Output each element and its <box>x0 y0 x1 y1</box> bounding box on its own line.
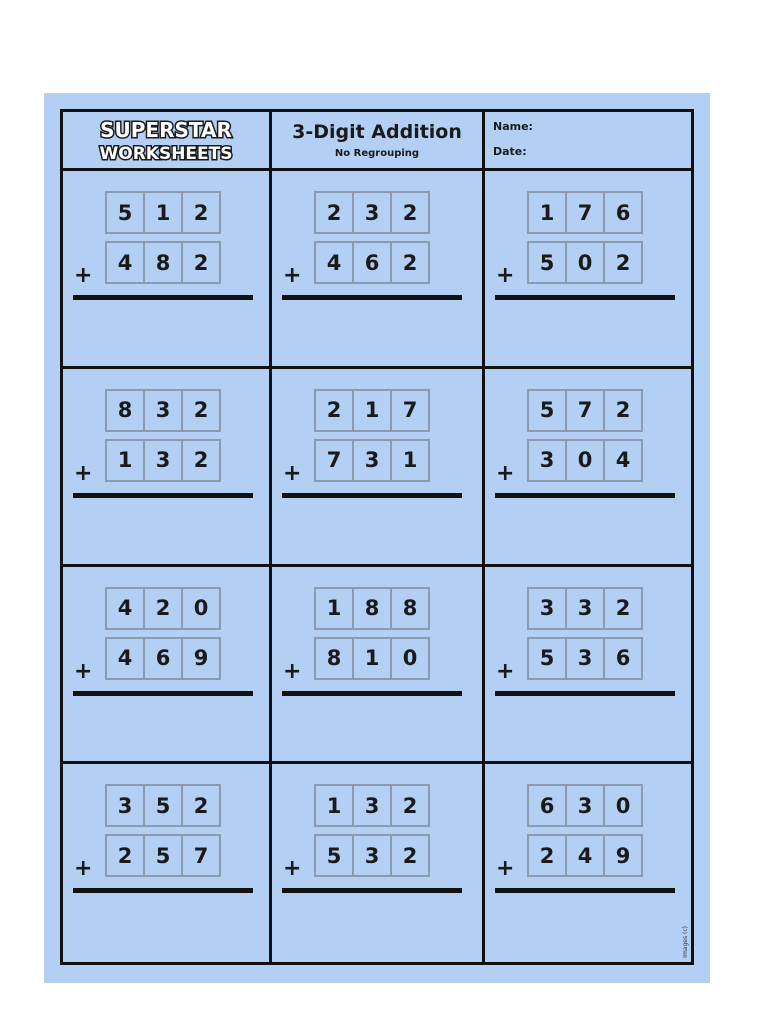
bottom-number-boxes <box>314 439 430 482</box>
digit-box: 3 <box>567 786 603 825</box>
worksheet-subtitle: No Regrouping <box>334 148 420 159</box>
top-number-boxes <box>105 784 221 827</box>
problem-cell <box>272 764 485 962</box>
digit-box: 3 <box>354 836 390 875</box>
plus-sign: + <box>283 460 302 486</box>
addition-problem <box>272 369 482 564</box>
bottom-number-boxes <box>527 439 643 482</box>
bottom-number-boxes <box>314 637 430 680</box>
digit-box: 5 <box>529 639 565 678</box>
answer-line <box>73 691 253 696</box>
digit-box: 3 <box>145 441 181 480</box>
answer-line <box>282 295 462 300</box>
digit-box: 3 <box>529 589 565 628</box>
digit-box: 5 <box>145 786 181 825</box>
digit-box: 0 <box>605 786 641 825</box>
logo-cell <box>63 112 272 171</box>
digit-box: 1 <box>354 391 390 430</box>
worksheet-grid <box>60 109 694 965</box>
digit-box: 2 <box>392 243 428 282</box>
problem-cell <box>272 171 485 369</box>
digit-box: 8 <box>107 391 143 430</box>
digit-box: 2 <box>183 243 219 282</box>
digit-box: 5 <box>145 836 181 875</box>
problem-cell <box>63 567 272 765</box>
plus-sign: + <box>74 658 93 684</box>
digit-box: 4 <box>107 589 143 628</box>
bottom-number-boxes <box>527 241 643 284</box>
bottom-number-boxes <box>105 834 221 877</box>
addition-problem <box>63 171 269 366</box>
digit-box: 8 <box>316 639 352 678</box>
top-number-boxes <box>527 587 643 630</box>
digit-box: 5 <box>107 193 143 232</box>
digit-box: 6 <box>605 639 641 678</box>
addition-problem <box>63 369 269 564</box>
problem-cell <box>63 369 272 567</box>
name-date-cell <box>485 112 691 171</box>
bottom-number-boxes <box>314 241 430 284</box>
bottom-number-boxes <box>314 834 430 877</box>
digit-box: 6 <box>354 243 390 282</box>
answer-line <box>495 295 675 300</box>
addition-problem <box>485 171 691 366</box>
title-cell <box>272 112 485 171</box>
logo-line1: SUPERSTAR <box>100 118 232 142</box>
digit-box: 5 <box>316 836 352 875</box>
addition-problem <box>272 171 482 366</box>
plus-sign: + <box>74 263 93 288</box>
addition-problem <box>485 369 691 564</box>
top-number-boxes <box>314 587 430 630</box>
digit-box: 2 <box>392 193 428 232</box>
worksheet-title: 3-Digit Addition <box>292 121 462 143</box>
top-number-boxes <box>527 191 643 234</box>
plus-sign: + <box>283 856 302 882</box>
digit-box: 7 <box>316 441 352 480</box>
digit-box: 3 <box>145 391 181 430</box>
digit-box: 8 <box>354 589 390 628</box>
digit-box: 1 <box>107 441 143 480</box>
digit-box: 7 <box>567 193 603 232</box>
digit-box: 2 <box>392 786 428 825</box>
digit-box: 1 <box>316 786 352 825</box>
digit-box: 9 <box>183 639 219 678</box>
top-number-boxes <box>105 191 221 234</box>
digit-box: 0 <box>183 589 219 628</box>
answer-line <box>282 888 462 893</box>
digit-box: 4 <box>567 836 603 875</box>
name-field-label: Name: <box>493 120 533 133</box>
digit-box: 2 <box>392 836 428 875</box>
digit-box: 3 <box>354 441 390 480</box>
digit-box: 1 <box>392 441 428 480</box>
digit-box: 6 <box>529 786 565 825</box>
digit-box: 2 <box>183 441 219 480</box>
addition-problem <box>63 567 269 762</box>
digit-box: 3 <box>529 441 565 480</box>
answer-line <box>495 888 675 893</box>
bottom-number-boxes <box>105 241 221 284</box>
digit-box: 6 <box>605 193 641 232</box>
logo-line2: WORKSHEETS <box>99 144 233 164</box>
plus-sign: + <box>74 460 93 486</box>
digit-box: 2 <box>605 391 641 430</box>
answer-line <box>73 295 253 300</box>
top-number-boxes <box>105 587 221 630</box>
addition-problem <box>272 567 482 762</box>
digit-box: 0 <box>567 441 603 480</box>
digit-box: 7 <box>567 391 603 430</box>
digit-box: 2 <box>316 193 352 232</box>
addition-problem <box>485 567 691 762</box>
digit-box: 3 <box>107 786 143 825</box>
top-number-boxes <box>314 389 430 432</box>
digit-box: 2 <box>107 836 143 875</box>
digit-box: 5 <box>529 243 565 282</box>
digit-box: 4 <box>605 441 641 480</box>
plus-sign: + <box>496 460 515 486</box>
digit-box: 0 <box>392 639 428 678</box>
superstar-worksheets-logo <box>81 115 251 165</box>
plus-sign: + <box>74 856 93 882</box>
digit-box: 2 <box>183 193 219 232</box>
digit-box: 4 <box>107 639 143 678</box>
problem-cell <box>63 171 272 369</box>
addition-problem <box>272 764 482 962</box>
digit-box: 1 <box>145 193 181 232</box>
problem-cell <box>485 369 691 567</box>
digit-box: 8 <box>392 589 428 628</box>
digit-box: 3 <box>354 193 390 232</box>
top-number-boxes <box>105 389 221 432</box>
digit-box: 2 <box>605 243 641 282</box>
top-number-boxes <box>527 389 643 432</box>
image-credit: Images (c) <box>682 926 689 958</box>
digit-box: 5 <box>529 391 565 430</box>
bottom-number-boxes <box>527 637 643 680</box>
top-number-boxes <box>314 191 430 234</box>
plus-sign: + <box>283 658 302 684</box>
digit-box: 8 <box>145 243 181 282</box>
answer-line <box>73 888 253 893</box>
digit-box: 2 <box>183 391 219 430</box>
addition-problem <box>485 764 691 962</box>
digit-box: 4 <box>107 243 143 282</box>
plus-sign: + <box>496 856 515 882</box>
digit-box: 1 <box>354 639 390 678</box>
digit-box: 2 <box>605 589 641 628</box>
digit-box: 2 <box>183 786 219 825</box>
digit-box: 7 <box>392 391 428 430</box>
plus-sign: + <box>496 658 515 684</box>
bottom-number-boxes <box>105 439 221 482</box>
answer-line <box>282 493 462 498</box>
problem-cell <box>272 567 485 765</box>
answer-line <box>495 493 675 498</box>
answer-line <box>73 493 253 498</box>
addition-problem <box>63 764 269 962</box>
worksheet <box>44 93 710 983</box>
digit-box: 2 <box>529 836 565 875</box>
problem-cell <box>485 567 691 765</box>
digit-box: 9 <box>605 836 641 875</box>
digit-box: 2 <box>145 589 181 628</box>
digit-box: 1 <box>316 589 352 628</box>
plus-sign: + <box>496 263 515 288</box>
digit-box: 2 <box>316 391 352 430</box>
digit-box: 6 <box>145 639 181 678</box>
problem-cell <box>63 764 272 962</box>
plus-sign: + <box>283 263 302 288</box>
digit-box: 3 <box>567 589 603 628</box>
digit-box: 3 <box>354 786 390 825</box>
problem-cell <box>272 369 485 567</box>
digit-box: 3 <box>567 639 603 678</box>
digit-box: 7 <box>183 836 219 875</box>
top-number-boxes <box>314 784 430 827</box>
bottom-number-boxes <box>527 834 643 877</box>
problem-cell <box>485 171 691 369</box>
bottom-number-boxes <box>105 637 221 680</box>
digit-box: 0 <box>567 243 603 282</box>
answer-line <box>282 691 462 696</box>
answer-line <box>495 691 675 696</box>
top-number-boxes <box>527 784 643 827</box>
digit-box: 4 <box>316 243 352 282</box>
digit-box: 1 <box>529 193 565 232</box>
problem-cell <box>485 764 691 962</box>
date-field-label: Date: <box>493 145 527 158</box>
